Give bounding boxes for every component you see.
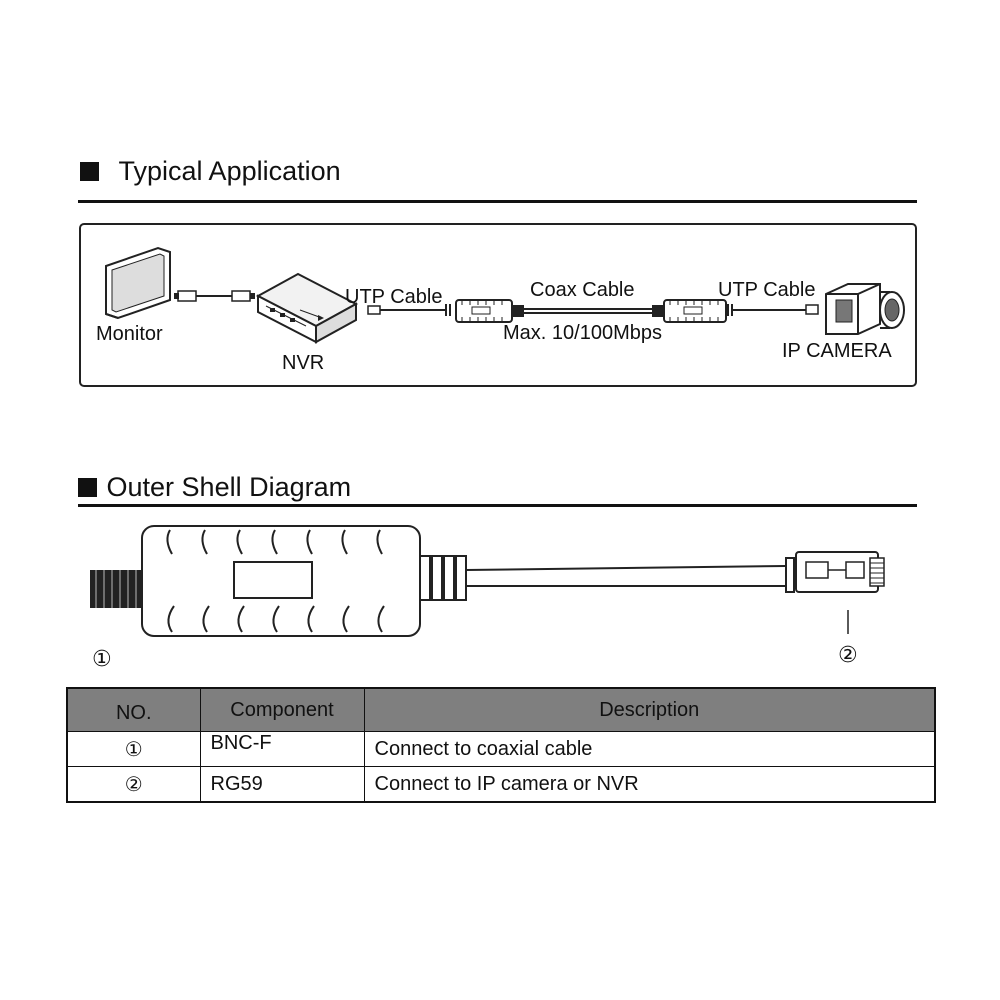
table-row [67,767,935,803]
utp-cable-icon [466,558,794,592]
cell-description: Connect to IP camera or NVR [364,767,935,803]
marker-1: ① [92,646,112,671]
utp-cable-left-label: UTP Cable [345,286,443,308]
strain-relief-icon [420,556,466,600]
component-table [66,687,936,803]
section-title-text: Typical Application [118,156,341,186]
header-no: NO. [67,688,200,732]
cell-description: Connect to coaxial cable [364,732,935,767]
utp-cable-right-label: UTP Cable [718,279,816,301]
table-header-row [67,688,935,732]
header-description: Description [364,688,935,732]
cell-component: RG59 [200,767,364,803]
cell-no: ① [67,732,200,767]
ip-camera-label: IP CAMERA [782,340,892,362]
section-title-text: Outer Shell Diagram [106,472,352,502]
rj45-plug-icon [796,552,884,592]
cell-no: ② [67,767,200,803]
balun-body-icon [142,526,420,636]
cell-component: BNC-F [200,732,364,767]
coax-cable-label: Coax Cable [530,279,635,301]
marker-2: ② [838,642,858,667]
speed-label: Max. 10/100Mbps [503,322,662,344]
header-component: Component [200,688,364,732]
nvr-label: NVR [282,352,325,374]
bnc-connector-icon [90,570,142,608]
monitor-label: Monitor [96,323,163,345]
table-row [67,732,935,767]
